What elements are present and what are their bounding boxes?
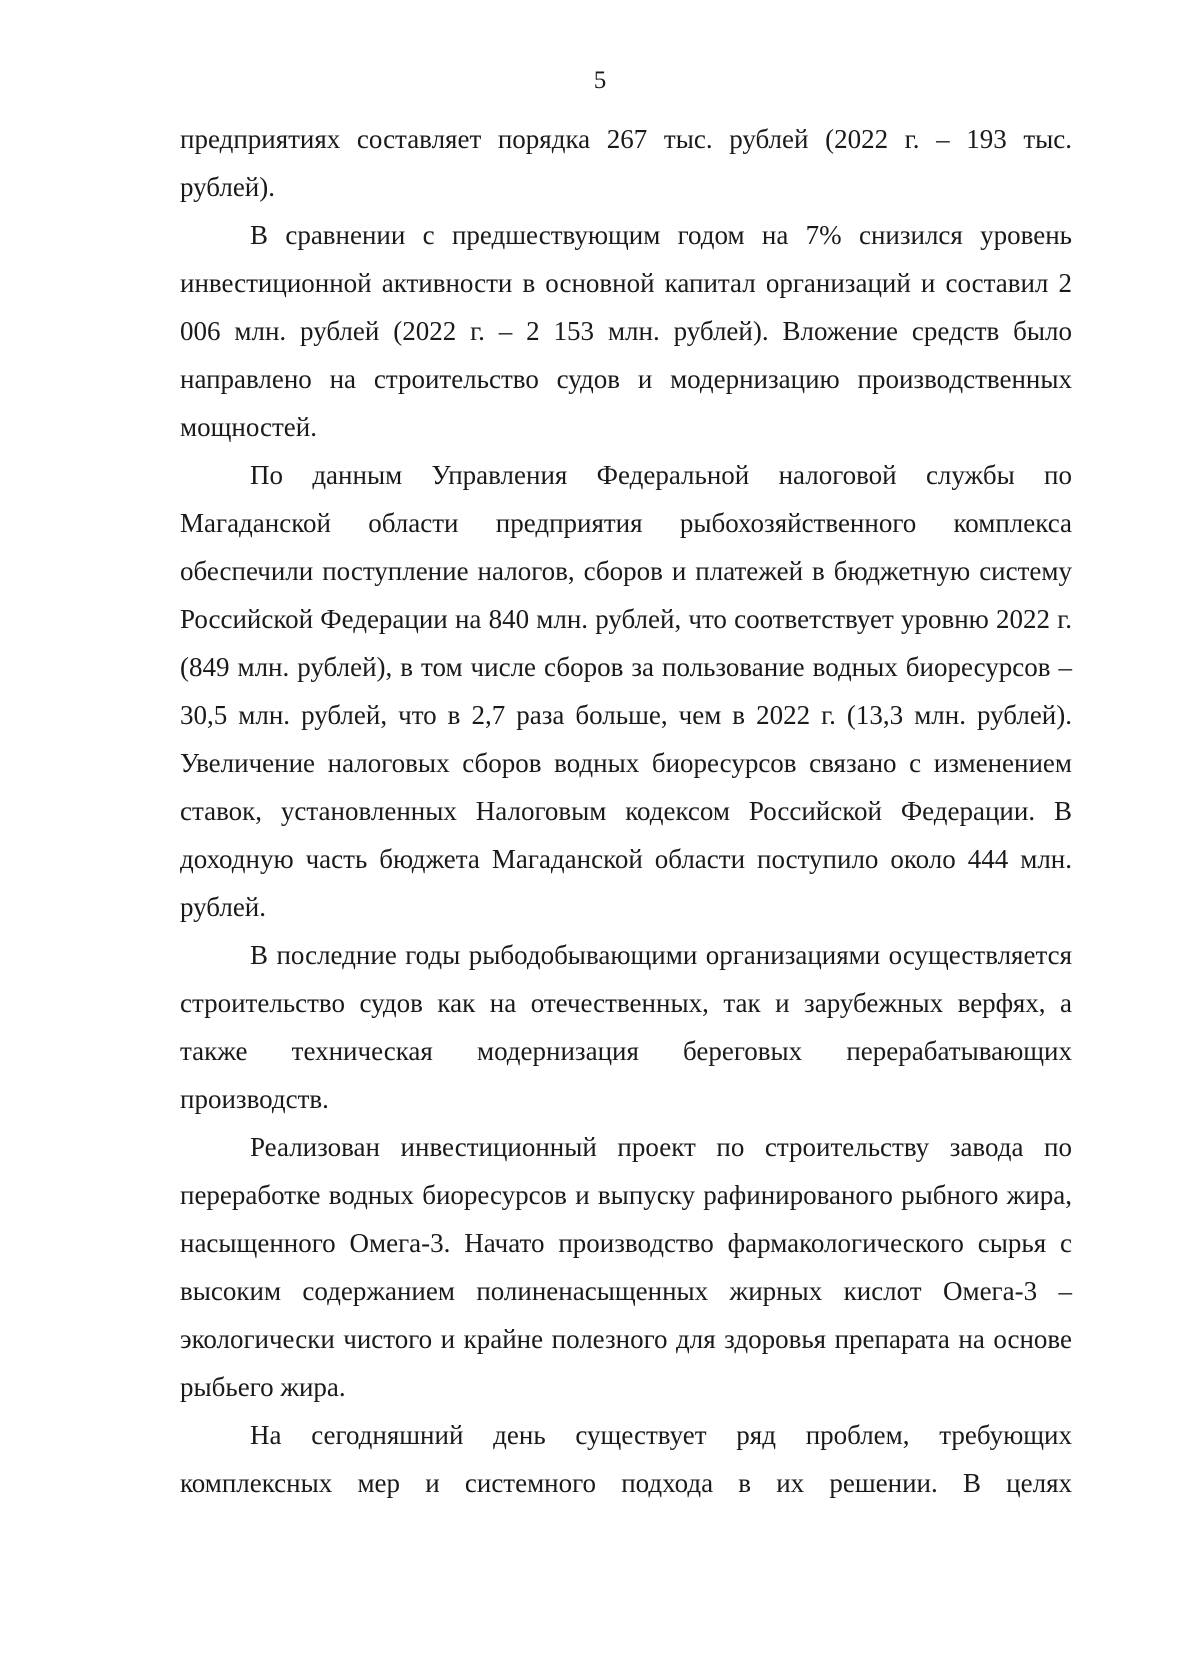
paragraph-problems: На сегодняшний день существует ряд проблем, требующих комплексных мер и системного подхода в их решении. В целях	[180, 1420, 1072, 1498]
paragraph-tax-revenue: По данным Управления Федеральной налоговой службы по Магаданской области предприятия рыбохозяйственного комплекса обеспечили поступление налогов, сборов и платежей в бюджетную систему Российской Федерации на 840 млн. рублей, что соответствует уровню 2022 г. (849 млн. рублей), в том числе сборов за пользование водных биоресурсов – 30,5 млн. рублей, что в 2,7 раза больше, чем в 2022 г. (13,3 млн. рублей). Увеличение налоговых сборов водных биоресурсов связано с изменением ставок, установленных Налоговым кодексом Российской Федерации. В доходную часть бюджета Магаданской области поступило около 444 млн. рублей.	[180, 460, 1072, 922]
paragraph-continuation: предприятиях составляет порядка 267 тыс. рублей (2022 г. – 193 тыс. рублей).	[180, 124, 1072, 202]
page-number: 5	[593, 67, 607, 94]
paragraph-fish-oil-plant: Реализован инвестиционный проект по строительству завода по переработке водных биоресурсов и выпуску рафинированого рыбного жира, насыщенного Омега-3. Начато производство фармакологического сырья с высоким содержанием полиненасыщенных жирных кислот Омега-3 – экологически чистого и крайне полезного для здоровья препарата на основе рыбьего жира.	[180, 1132, 1072, 1402]
document-body	[180, 115, 1072, 1507]
paragraph-shipbuilding: В последние годы рыбодобывающими организациями осуществляется строительство судов как на отечественных, так и зарубежных верфях, а также техническая модернизация береговых перерабатывающих производств.	[180, 940, 1072, 1114]
paragraph-investment: В сравнении с предшествующим годом на 7% снизился уровень инвестиционной активности в основной капитал организаций и составил 2 006 млн. рублей (2022 г. – 2 153 млн. рублей). Вложение средств было направлено на строительство судов и модернизацию производственных мощностей.	[180, 220, 1072, 442]
